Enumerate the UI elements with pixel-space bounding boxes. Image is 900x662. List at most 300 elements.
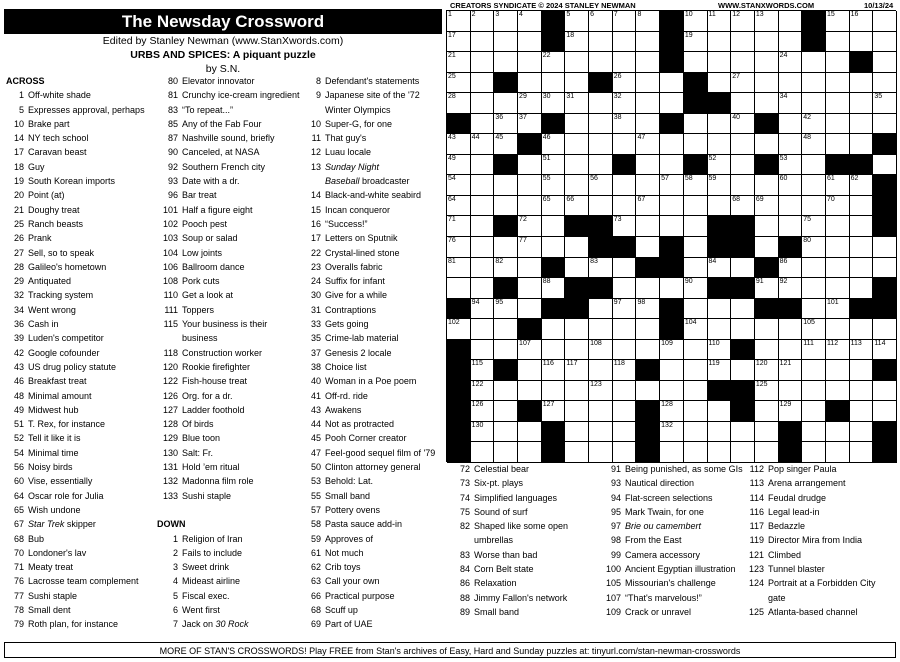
grid-cell[interactable] — [873, 114, 897, 135]
grid-cell[interactable] — [731, 175, 755, 196]
grid-cell[interactable] — [660, 196, 684, 217]
grid-cell[interactable] — [708, 360, 732, 381]
grid-cell[interactable] — [494, 299, 518, 320]
grid-cell[interactable] — [802, 360, 826, 381]
grid-cell[interactable] — [802, 216, 826, 237]
grid-cell[interactable] — [802, 73, 826, 94]
grid-cell[interactable] — [684, 32, 708, 53]
grid-cell[interactable] — [684, 422, 708, 443]
grid-cell[interactable] — [802, 52, 826, 73]
grid-cell[interactable] — [779, 278, 803, 299]
grid-cell[interactable] — [826, 278, 850, 299]
grid-cell[interactable] — [565, 93, 589, 114]
grid-cell[interactable] — [850, 319, 874, 340]
grid-cell[interactable] — [494, 93, 518, 114]
grid-cell[interactable] — [873, 258, 897, 279]
grid-cell[interactable] — [471, 134, 495, 155]
grid-cell[interactable] — [684, 319, 708, 340]
grid-cell[interactable] — [755, 381, 779, 402]
grid-cell[interactable] — [779, 32, 803, 53]
grid-cell[interactable] — [660, 442, 684, 463]
grid-cell[interactable] — [684, 134, 708, 155]
grid-cell[interactable] — [471, 52, 495, 73]
grid-cell[interactable] — [636, 134, 660, 155]
grid-cell[interactable] — [613, 11, 637, 32]
grid-cell[interactable] — [802, 175, 826, 196]
grid-cell[interactable] — [447, 319, 471, 340]
grid-cell[interactable] — [850, 340, 874, 361]
grid-cell[interactable] — [518, 278, 542, 299]
grid-cell[interactable] — [518, 11, 542, 32]
grid-cell[interactable] — [731, 11, 755, 32]
grid-cell[interactable] — [589, 155, 613, 176]
grid-cell[interactable] — [826, 319, 850, 340]
grid-cell[interactable] — [731, 196, 755, 217]
grid-cell[interactable] — [684, 401, 708, 422]
grid-cell[interactable] — [589, 381, 613, 402]
grid-cell[interactable] — [447, 11, 471, 32]
grid-cell[interactable] — [518, 340, 542, 361]
grid-cell[interactable] — [708, 114, 732, 135]
grid-cell[interactable] — [518, 422, 542, 443]
grid-cell[interactable] — [589, 340, 613, 361]
grid-cell[interactable] — [542, 134, 566, 155]
grid-cell[interactable] — [850, 360, 874, 381]
grid-cell[interactable] — [589, 114, 613, 135]
grid-cell[interactable] — [826, 422, 850, 443]
grid-cell[interactable] — [565, 258, 589, 279]
grid-cell[interactable] — [565, 319, 589, 340]
grid-cell[interactable] — [684, 175, 708, 196]
grid-cell[interactable] — [518, 32, 542, 53]
grid-cell[interactable] — [779, 93, 803, 114]
grid-cell[interactable] — [731, 93, 755, 114]
grid-cell[interactable] — [708, 11, 732, 32]
grid-cell[interactable] — [684, 299, 708, 320]
grid-cell[interactable] — [565, 401, 589, 422]
grid-cell[interactable] — [589, 52, 613, 73]
grid-cell[interactable] — [873, 401, 897, 422]
grid-cell[interactable] — [660, 155, 684, 176]
grid-cell[interactable] — [708, 401, 732, 422]
grid-cell[interactable] — [636, 73, 660, 94]
grid-cell[interactable] — [518, 114, 542, 135]
grid-cell[interactable] — [826, 175, 850, 196]
grid-cell[interactable] — [755, 319, 779, 340]
grid-cell[interactable] — [660, 278, 684, 299]
grid-cell[interactable] — [542, 237, 566, 258]
grid-cell[interactable] — [613, 340, 637, 361]
grid-cell[interactable] — [471, 114, 495, 135]
grid-cell[interactable] — [660, 360, 684, 381]
grid-cell[interactable] — [613, 175, 637, 196]
grid-cell[interactable] — [494, 175, 518, 196]
grid-cell[interactable] — [779, 52, 803, 73]
grid-cell[interactable] — [826, 93, 850, 114]
grid-cell[interactable] — [684, 52, 708, 73]
grid-cell[interactable] — [565, 114, 589, 135]
grid-cell[interactable] — [589, 360, 613, 381]
grid-cell[interactable] — [684, 442, 708, 463]
grid-cell[interactable] — [779, 175, 803, 196]
grid-cell[interactable] — [613, 299, 637, 320]
grid-cell[interactable] — [802, 381, 826, 402]
grid-cell[interactable] — [471, 73, 495, 94]
grid-cell[interactable] — [755, 175, 779, 196]
grid-cell[interactable] — [684, 216, 708, 237]
grid-cell[interactable] — [850, 11, 874, 32]
grid-cell[interactable] — [565, 422, 589, 443]
grid-cell[interactable] — [708, 175, 732, 196]
grid-cell[interactable] — [589, 442, 613, 463]
grid-cell[interactable] — [636, 299, 660, 320]
grid-cell[interactable] — [802, 258, 826, 279]
grid-cell[interactable] — [779, 155, 803, 176]
grid-cell[interactable] — [850, 32, 874, 53]
grid-cell[interactable] — [779, 319, 803, 340]
grid-cell[interactable] — [850, 237, 874, 258]
grid-cell[interactable] — [613, 422, 637, 443]
grid-cell[interactable] — [613, 196, 637, 217]
grid-cell[interactable] — [542, 196, 566, 217]
grid-cell[interactable] — [494, 134, 518, 155]
grid-cell[interactable] — [779, 401, 803, 422]
grid-cell[interactable] — [447, 278, 471, 299]
grid-cell[interactable] — [471, 319, 495, 340]
grid-cell[interactable] — [447, 73, 471, 94]
grid-cell[interactable] — [779, 216, 803, 237]
grid-cell[interactable] — [518, 52, 542, 73]
grid-cell[interactable] — [779, 381, 803, 402]
grid-cell[interactable] — [779, 196, 803, 217]
grid-cell[interactable] — [731, 258, 755, 279]
grid-cell[interactable] — [755, 278, 779, 299]
grid-cell[interactable] — [613, 278, 637, 299]
grid-cell[interactable] — [731, 73, 755, 94]
grid-cell[interactable] — [779, 73, 803, 94]
grid-cell[interactable] — [850, 114, 874, 135]
grid-cell[interactable] — [471, 175, 495, 196]
grid-cell[interactable] — [494, 258, 518, 279]
grid-cell[interactable] — [447, 93, 471, 114]
grid-cell[interactable] — [850, 196, 874, 217]
grid-cell[interactable] — [613, 73, 637, 94]
grid-cell[interactable] — [589, 93, 613, 114]
grid-cell[interactable] — [613, 216, 637, 237]
grid-cell[interactable] — [613, 52, 637, 73]
grid-cell[interactable] — [471, 340, 495, 361]
grid-cell[interactable] — [779, 360, 803, 381]
grid-cell[interactable] — [802, 278, 826, 299]
grid-cell[interactable] — [684, 340, 708, 361]
grid-cell[interactable] — [873, 155, 897, 176]
grid-cell[interactable] — [731, 32, 755, 53]
grid-cell[interactable] — [542, 381, 566, 402]
grid-cell[interactable] — [873, 381, 897, 402]
grid-cell[interactable] — [826, 134, 850, 155]
grid-cell[interactable] — [826, 73, 850, 94]
grid-cell[interactable] — [542, 360, 566, 381]
grid-cell[interactable] — [447, 155, 471, 176]
grid-cell[interactable] — [826, 32, 850, 53]
grid-cell[interactable] — [755, 442, 779, 463]
grid-cell[interactable] — [636, 237, 660, 258]
grid-cell[interactable] — [708, 442, 732, 463]
grid-cell[interactable] — [447, 134, 471, 155]
grid-cell[interactable] — [826, 11, 850, 32]
grid-cell[interactable] — [471, 155, 495, 176]
grid-cell[interactable] — [755, 73, 779, 94]
grid-cell[interactable] — [518, 381, 542, 402]
grid-cell[interactable] — [755, 32, 779, 53]
grid-cell[interactable] — [447, 52, 471, 73]
grid-cell[interactable] — [660, 401, 684, 422]
grid-cell[interactable] — [850, 134, 874, 155]
grid-cell[interactable] — [636, 11, 660, 32]
grid-cell[interactable] — [802, 299, 826, 320]
grid-cell[interactable] — [494, 319, 518, 340]
grid-cell[interactable] — [731, 319, 755, 340]
grid-cell[interactable] — [636, 93, 660, 114]
grid-cell[interactable] — [542, 278, 566, 299]
grid-cell[interactable] — [542, 319, 566, 340]
grid-cell[interactable] — [850, 278, 874, 299]
grid-cell[interactable] — [613, 360, 637, 381]
grid-cell[interactable] — [565, 175, 589, 196]
grid-cell[interactable] — [471, 32, 495, 53]
grid-cell[interactable] — [755, 52, 779, 73]
grid-cell[interactable] — [731, 299, 755, 320]
grid-cell[interactable] — [494, 32, 518, 53]
grid-cell[interactable] — [518, 93, 542, 114]
grid-cell[interactable] — [873, 319, 897, 340]
grid-cell[interactable] — [802, 114, 826, 135]
grid-cell[interactable] — [518, 196, 542, 217]
grid-cell[interactable] — [755, 11, 779, 32]
grid-cell[interactable] — [494, 196, 518, 217]
grid-cell[interactable] — [636, 216, 660, 237]
grid-cell[interactable] — [565, 237, 589, 258]
grid-cell[interactable] — [636, 278, 660, 299]
grid-cell[interactable] — [636, 381, 660, 402]
grid-cell[interactable] — [565, 196, 589, 217]
grid-cell[interactable] — [542, 401, 566, 422]
grid-cell[interactable] — [660, 93, 684, 114]
grid-cell[interactable] — [826, 442, 850, 463]
grid-cell[interactable] — [494, 11, 518, 32]
grid-cell[interactable] — [565, 73, 589, 94]
grid-cell[interactable] — [826, 237, 850, 258]
grid-cell[interactable] — [494, 52, 518, 73]
grid-cell[interactable] — [471, 381, 495, 402]
grid-cell[interactable] — [708, 319, 732, 340]
grid-cell[interactable] — [684, 196, 708, 217]
grid-cell[interactable] — [636, 340, 660, 361]
grid-cell[interactable] — [708, 73, 732, 94]
grid-cell[interactable] — [708, 258, 732, 279]
grid-cell[interactable] — [850, 422, 874, 443]
grid-cell[interactable] — [589, 422, 613, 443]
grid-cell[interactable] — [708, 155, 732, 176]
grid-cell[interactable] — [850, 93, 874, 114]
grid-cell[interactable] — [471, 196, 495, 217]
grid-cell[interactable] — [613, 93, 637, 114]
grid-cell[interactable] — [826, 114, 850, 135]
grid-cell[interactable] — [471, 93, 495, 114]
grid-cell[interactable] — [565, 134, 589, 155]
grid-cell[interactable] — [826, 258, 850, 279]
grid-cell[interactable] — [779, 134, 803, 155]
grid-cell[interactable] — [731, 422, 755, 443]
grid-cell[interactable] — [518, 237, 542, 258]
grid-cell[interactable] — [826, 196, 850, 217]
grid-cell[interactable] — [684, 258, 708, 279]
grid-cell[interactable] — [708, 196, 732, 217]
grid-cell[interactable] — [589, 319, 613, 340]
grid-cell[interactable] — [613, 134, 637, 155]
grid-cell[interactable] — [850, 175, 874, 196]
grid-cell[interactable] — [850, 258, 874, 279]
grid-cell[interactable] — [636, 175, 660, 196]
grid-cell[interactable] — [873, 237, 897, 258]
grid-cell[interactable] — [542, 216, 566, 237]
grid-cell[interactable] — [708, 340, 732, 361]
grid-cell[interactable] — [873, 93, 897, 114]
grid-cell[interactable] — [684, 237, 708, 258]
grid-cell[interactable] — [471, 299, 495, 320]
grid-cell[interactable] — [755, 134, 779, 155]
grid-cell[interactable] — [471, 360, 495, 381]
grid-cell[interactable] — [613, 114, 637, 135]
grid-cell[interactable] — [731, 442, 755, 463]
grid-cell[interactable] — [589, 196, 613, 217]
grid-cell[interactable] — [471, 258, 495, 279]
grid-cell[interactable] — [708, 299, 732, 320]
grid-cell[interactable] — [565, 360, 589, 381]
grid-cell[interactable] — [636, 196, 660, 217]
grid-cell[interactable] — [471, 11, 495, 32]
grid-cell[interactable] — [731, 360, 755, 381]
grid-cell[interactable] — [565, 155, 589, 176]
grid-cell[interactable] — [660, 381, 684, 402]
grid-cell[interactable] — [708, 32, 732, 53]
grid-cell[interactable] — [779, 11, 803, 32]
grid-cell[interactable] — [613, 319, 637, 340]
grid-cell[interactable] — [447, 237, 471, 258]
grid-cell[interactable] — [589, 32, 613, 53]
grid-cell[interactable] — [613, 401, 637, 422]
grid-cell[interactable] — [542, 340, 566, 361]
grid-cell[interactable] — [850, 381, 874, 402]
grid-cell[interactable] — [850, 401, 874, 422]
grid-cell[interactable] — [873, 340, 897, 361]
grid-cell[interactable] — [779, 258, 803, 279]
grid-cell[interactable] — [826, 340, 850, 361]
grid-cell[interactable] — [471, 278, 495, 299]
grid-cell[interactable] — [565, 52, 589, 73]
grid-cell[interactable] — [660, 340, 684, 361]
grid-cell[interactable] — [613, 442, 637, 463]
grid-cell[interactable] — [636, 155, 660, 176]
grid-cell[interactable] — [518, 442, 542, 463]
grid-cell[interactable] — [802, 237, 826, 258]
grid-cell[interactable] — [708, 422, 732, 443]
grid-cell[interactable] — [684, 278, 708, 299]
grid-cell[interactable] — [660, 216, 684, 237]
grid-cell[interactable] — [755, 401, 779, 422]
grid-cell[interactable] — [542, 73, 566, 94]
grid-cell[interactable] — [565, 32, 589, 53]
grid-cell[interactable] — [565, 11, 589, 32]
grid-cell[interactable] — [826, 52, 850, 73]
grid-cell[interactable] — [802, 134, 826, 155]
grid-cell[interactable] — [471, 401, 495, 422]
grid-cell[interactable] — [755, 216, 779, 237]
grid-cell[interactable] — [684, 381, 708, 402]
grid-cell[interactable] — [518, 299, 542, 320]
grid-cell[interactable] — [518, 155, 542, 176]
grid-cell[interactable] — [518, 216, 542, 237]
grid-cell[interactable] — [779, 340, 803, 361]
grid-cell[interactable] — [684, 11, 708, 32]
grid-cell[interactable] — [494, 381, 518, 402]
grid-cell[interactable] — [802, 401, 826, 422]
grid-cell[interactable] — [589, 175, 613, 196]
grid-cell[interactable] — [494, 401, 518, 422]
grid-cell[interactable] — [447, 258, 471, 279]
grid-cell[interactable] — [826, 299, 850, 320]
grid-cell[interactable] — [660, 134, 684, 155]
grid-cell[interactable] — [636, 114, 660, 135]
grid-cell[interactable] — [447, 196, 471, 217]
grid-cell[interactable] — [613, 258, 637, 279]
grid-cell[interactable] — [447, 32, 471, 53]
grid-cell[interactable] — [589, 134, 613, 155]
grid-cell[interactable] — [589, 258, 613, 279]
grid-cell[interactable] — [518, 175, 542, 196]
grid-cell[interactable] — [589, 401, 613, 422]
grid-cell[interactable] — [731, 155, 755, 176]
grid-cell[interactable] — [802, 196, 826, 217]
grid-cell[interactable] — [542, 155, 566, 176]
grid-cell[interactable] — [565, 340, 589, 361]
grid-cell[interactable] — [660, 422, 684, 443]
grid-cell[interactable] — [494, 422, 518, 443]
grid-cell[interactable] — [731, 114, 755, 135]
grid-cell[interactable] — [471, 216, 495, 237]
grid-cell[interactable] — [755, 237, 779, 258]
grid-cell[interactable] — [494, 114, 518, 135]
grid-cell[interactable] — [802, 340, 826, 361]
grid-cell[interactable] — [636, 319, 660, 340]
grid-cell[interactable] — [518, 258, 542, 279]
grid-cell[interactable] — [755, 360, 779, 381]
grid-cell[interactable] — [684, 114, 708, 135]
grid-cell[interactable] — [542, 52, 566, 73]
grid-cell[interactable] — [826, 381, 850, 402]
grid-cell[interactable] — [873, 11, 897, 32]
grid-cell[interactable] — [494, 237, 518, 258]
grid-cell[interactable] — [731, 134, 755, 155]
grid-cell[interactable] — [731, 52, 755, 73]
grid-cell[interactable] — [850, 73, 874, 94]
grid-cell[interactable] — [542, 175, 566, 196]
grid-cell[interactable] — [802, 319, 826, 340]
grid-cell[interactable] — [636, 32, 660, 53]
grid-cell[interactable] — [755, 196, 779, 217]
grid-cell[interactable] — [755, 422, 779, 443]
grid-cell[interactable] — [518, 360, 542, 381]
